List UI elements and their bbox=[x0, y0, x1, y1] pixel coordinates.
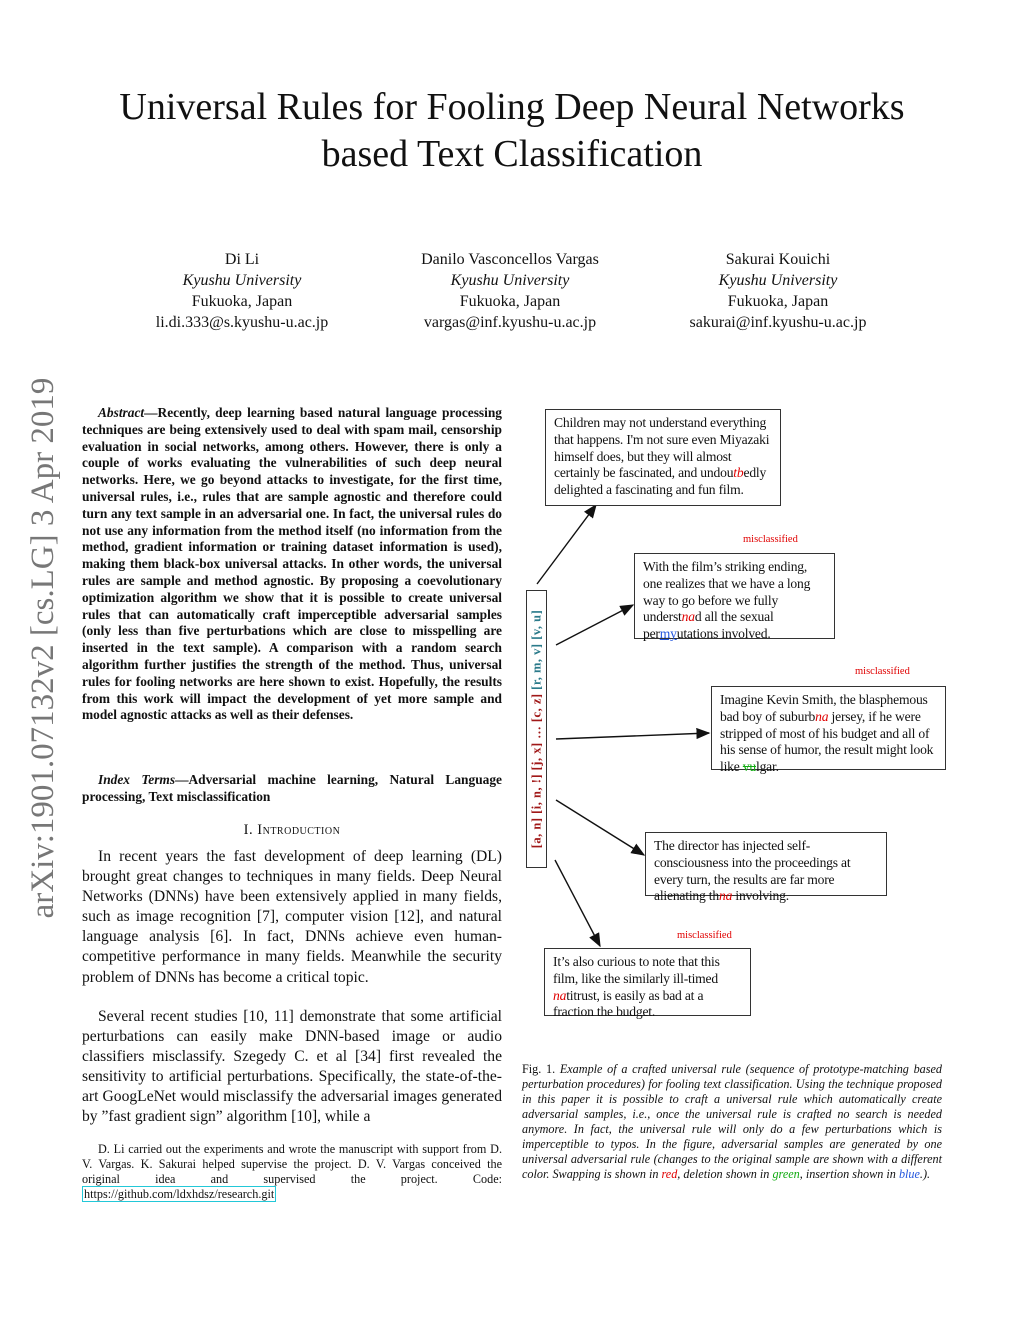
author-affiliation: Kyushu University bbox=[182, 272, 302, 289]
caption-body: Example of a crafted universal rule (sequence of prototype-matching based perturbation procedures) for fooling text classification. Using the technique proposed in this paper it is possible to craft a universal rule which automatically create adversarial samples, i.e., once the universal rule is crafted no search is needed anymore. In fact, the universal rule will only do a few perturbations which is imperceptible to typos. In the figure, adversarial samples are generated by one universal adversarial rule (changes to the original sample are shown with a different color. Swapping is shown in bbox=[522, 1062, 943, 1181]
swap-mark: na bbox=[681, 609, 695, 625]
swap-mark: na bbox=[553, 987, 567, 1003]
footnote-text: D. Li carried out the experiments and wrote the manuscript with support from D. V. Vargas. K. Sakurai helped supervise the project. D. V. Vargas conceived the original idea and supervised the project. Code: bbox=[82, 1142, 502, 1186]
arxiv-stamp: arXiv:1901.07132v2 [cs.LG] 3 Apr 2019 bbox=[25, 377, 61, 919]
original-sample-box bbox=[545, 409, 781, 506]
author-location: Fukuoka, Japan bbox=[191, 293, 293, 310]
rule-part: [r, m, v] [v, u] bbox=[529, 609, 544, 690]
footnote bbox=[82, 1142, 502, 1202]
caption-body: .). bbox=[919, 1167, 931, 1181]
misclassified-label: misclassified bbox=[743, 534, 798, 545]
author-name: Sakurai Kouichi bbox=[725, 251, 831, 268]
misclassified-label: misclassified bbox=[677, 930, 732, 941]
rule-part: [a, n] [i, n, !] [j, x] … [c, z] bbox=[529, 689, 544, 849]
misclassified-label: misclassified bbox=[855, 666, 910, 677]
swap-mark: na bbox=[718, 888, 733, 904]
universal-rule bbox=[530, 594, 545, 864]
title-line-1: Universal Rules for Fooling Deep Neural Networks bbox=[119, 86, 905, 128]
caption-label: Fig. 1. bbox=[522, 1062, 556, 1076]
figure-caption bbox=[522, 1062, 942, 1182]
adversarial-sample-box bbox=[711, 686, 946, 775]
author-email[interactable]: vargas@inf.kyushu-u.ac.jp bbox=[423, 314, 597, 331]
title-line-2: based Text Classification bbox=[321, 133, 703, 175]
original-text: Children may not understand everything that happens. I'm not sure even Miyazaki himself does, but they will almost certainly be fascinated, and undou bbox=[554, 415, 770, 481]
sample-text: utations involved. bbox=[676, 626, 771, 642]
abstract-lead: Abstract bbox=[98, 405, 145, 420]
insert-mark: my bbox=[659, 626, 677, 642]
caption-green: green bbox=[772, 1167, 800, 1181]
sample-text: involving. bbox=[732, 888, 789, 904]
abstract bbox=[82, 405, 502, 724]
body-paragraph: In recent years the fast development of deep learning (DL) brought great changes to techniques in many fields. Deep Neural Networks (DNNs) have been extensively applied in many fields, such as image recognition [7], computer vision [12], and natural language analysis [6]. In fact, DNNs achieve even human-competitive performance in many fields. Meanwhile the security problem of DNNs has become a critical topic. bbox=[82, 848, 502, 986]
index-terms bbox=[82, 772, 502, 806]
caption-body: , deletion shown in bbox=[677, 1167, 773, 1181]
paper-title bbox=[60, 84, 964, 178]
section-heading bbox=[82, 822, 502, 839]
caption-text bbox=[522, 1062, 942, 1181]
body-paragraph: Several recent studies [10, 11] demonstrate that some artificial perturbations can easily make DNN-based image or audio classifiers misclassify. Szegedy C. et al [34] first revealed the sensitivity to artificial perturbations. Specifically, the state-of-the-art GoogLeNet would misclassify the adversarial images generated by ”fast gradient sign” algorithm [10], while a bbox=[82, 1008, 502, 1126]
author-block bbox=[360, 249, 660, 333]
adversarial-sample-box bbox=[544, 948, 751, 1020]
original-mark: tb bbox=[733, 465, 744, 481]
author-email[interactable]: li.di.333@s.kyushu-u.ac.jp bbox=[155, 314, 329, 331]
author-email[interactable]: sakurai@inf.kyushu-u.ac.jp bbox=[689, 314, 867, 331]
swap-mark: na bbox=[815, 708, 829, 724]
section-title: Introduction bbox=[257, 822, 341, 838]
sample-text: The director has injected self-consciousness into the proceedings at every turn, the results are far more alienating th bbox=[654, 838, 851, 904]
author-affiliation: Kyushu University bbox=[718, 272, 838, 289]
arrow-to-sample-2 bbox=[556, 733, 709, 739]
sample-text: d all the sexual per bbox=[643, 609, 774, 642]
sample-text: titrust, is easily as bad at a fraction the budget. bbox=[553, 987, 704, 1020]
sample-text: jersey, if he were stripped of most of his budget and all of his sense of humor, the result might look like bbox=[720, 708, 934, 775]
sample-text: lgar. bbox=[756, 759, 779, 775]
arrow-to-original bbox=[537, 505, 596, 584]
author-location: Fukuoka, Japan bbox=[459, 293, 561, 310]
author-affiliation: Kyushu University bbox=[450, 272, 570, 289]
original-text: edly delighted a fascinating and fun film. bbox=[554, 465, 767, 498]
section-number: I. bbox=[243, 822, 258, 838]
arrow-to-sample-3 bbox=[556, 800, 644, 855]
author-name: Danilo Vasconcellos Vargas bbox=[421, 251, 599, 268]
adversarial-sample-box bbox=[645, 832, 887, 904]
index-terms-lead: Index Terms bbox=[98, 772, 176, 787]
sample-text: Imagine Kevin Smith, the blasphemous bad boy of suburb bbox=[720, 692, 928, 724]
caption-body: , insertion shown in bbox=[799, 1167, 899, 1181]
delete-mark: vu bbox=[742, 759, 756, 775]
index-terms-text: —Adversarial machine learning, Natural Language processing, Text misclassification bbox=[82, 772, 502, 804]
sample-text: It’s also curious to note that this film, like the similarly ill-timed bbox=[553, 954, 720, 986]
author-location: Fukuoka, Japan bbox=[727, 293, 829, 310]
author-block bbox=[92, 249, 392, 333]
arrow-to-sample-1 bbox=[556, 605, 633, 645]
sample-text: With the film’s striking ending, one realizes that we have a long way to go before we fully underst bbox=[643, 559, 811, 625]
caption-red: red bbox=[661, 1167, 678, 1181]
code-link[interactable]: https://github.com/ldxhdsz/research.git bbox=[84, 1187, 275, 1201]
adversarial-sample-box bbox=[634, 553, 835, 642]
caption-blue: blue bbox=[898, 1167, 920, 1181]
arrow-to-sample-4 bbox=[555, 860, 600, 946]
author-block bbox=[628, 249, 928, 333]
abstract-text: —Recently, deep learning based natural language processing techniques are being extensively used to deal with spam mail, censorship evaluation in social networks, among others. However, there is only a couple of works evaluating the vulnerabilities of such deep neural networks. Here, we go beyond attacks to investigate, for the first time, universal rules, i.e., rules that are sample agnostic and therefore could turn any text sample in an adversarial one. In fact, the universal rules do not use any information from the method itself (no information from the method, gradient information or training dataset information is used), making them black-box universal attacks. In other words, the universal rules are sample and method agnostic. By proposing a coevolutionary optimization algorithm we show that it is possible to create universal rules that can automatically craft imperceptible adversarial samples (only less than five perturbations which are close to misspelling are inserted in the text sample). A comparison with a random search algorithm further justifies the strength of the method. Thus, universal rules for fooling networks are here shown to exist. Hopefully, the results from this work will impact the development of yet more sample and model agnostic attacks as well as their defenses. bbox=[82, 405, 502, 723]
author-name: Di Li bbox=[224, 251, 260, 268]
